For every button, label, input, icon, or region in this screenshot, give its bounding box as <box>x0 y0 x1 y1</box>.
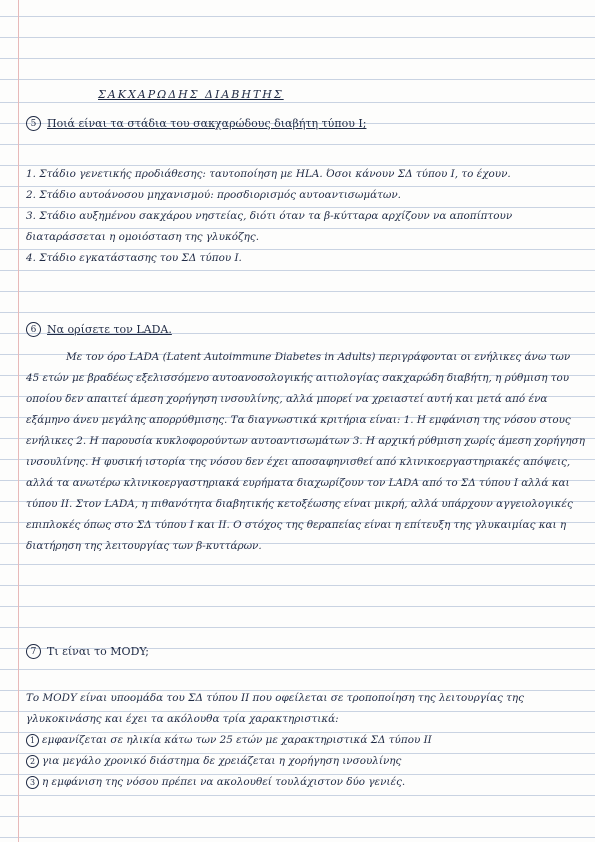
answer-intro: Το MODY είναι υποομάδα του ΣΔ τύπου II που οφείλεται σε τροποποίηση της λειτουργίας της γλυκοκινάσης και έχει τα ακόλουθα τρία χαρακτηριστικά: <box>26 692 524 725</box>
page-title: ΣΑΚΧΑΡΩΔΗΣ ΔΙΑΒΗΤΗΣ <box>98 88 284 101</box>
question-number: 6 <box>26 322 41 337</box>
question-text: Ποιά είναι τα στάδια του σακχαρώδους διαβήτη τύπου I; <box>47 117 367 130</box>
question-5 <box>26 116 586 131</box>
list-item: 2. Στάδιο αυτοάνοσου μηχανισμού: προσδιορισμός αυτοαντισωμάτων. <box>26 189 401 201</box>
list-item: 1. Στάδιο γενετικής προδιάθεσης: ταυτοποίηση με HLA. Όσοι κάνουν ΣΔ τύπου I, το έχουν. <box>26 168 511 180</box>
margin-line <box>18 0 19 842</box>
list-item <box>26 751 586 772</box>
question-5-answer <box>26 164 586 269</box>
list-item <box>26 772 586 793</box>
question-5-heading <box>26 116 586 131</box>
question-6 <box>26 322 586 337</box>
item-number: 3 <box>26 776 39 789</box>
answer-paragraph: Με τον όρο LADA (Latent Autoimmune Diabetes in Adults) περιγράφονται οι ενήλικες άνω των 45 ετών με βραδέως εξελισσόμενο αυτοανοσολογικής αιτιολογίας σακχαρώδη διαβήτη, η ρύθμιση του οποίου δεν απαιτεί άμεση χορήγηση ινσουλίνης, αλλά μπορεί να χρειαστεί αυτή και μετά από ένα εξάμηνο άνευ μεγάλης απορρύθμισης. Τα διαγνωστικά κριτήρια είναι: 1. Η εμφάνιση της νόσου στους ενήλικες 2. Η παρουσία κυκλοφορούντων αυτοαντισωμάτων 3. Η αρχική ρύθμιση χωρίς άμεση χορήγηση ινσουλίνης. Η φυσική ιστορία της νόσου δεν έχει αποσαφηνισθεί από κλινικοεργαστηριακές απόψεις, αλλά τα ανωτέρω κλινικοεργαστηριακά ευρήματα διαχωρίζουν τον LADA από το ΣΔ τύπου I αλλά και τύπου II. Στον LADA, η πιθανότητα διαβητικής κετοξέωσης είναι μικρή, αλλά υπάρχουν αγγειολογικές επιπλοκές όπως στο ΣΔ τύπου I και II. Ο στόχος της θεραπείας είναι η επίτευξη της γλυκαιμίας και η διατήρηση της λειτουργίας των β-κυττάρων. <box>26 351 585 552</box>
question-number: 7 <box>26 644 41 659</box>
item-text: για μεγάλο χρονικό διάστημα δε χρειάζεται η χορήγηση ινσουλίνης <box>42 755 402 767</box>
question-7 <box>26 644 586 659</box>
list-item: 4. Στάδιο εγκατάστασης του ΣΔ τύπου I. <box>26 252 242 264</box>
question-text: Να ορίσετε τον LADA. <box>47 323 172 336</box>
question-7-answer <box>26 688 586 793</box>
item-text: εμφανίζεται σε ηλικία κάτω των 25 ετών με χαρακτηριστικά ΣΔ τύπου II <box>42 734 432 746</box>
item-number: 1 <box>26 734 39 747</box>
question-number: 5 <box>26 116 41 131</box>
question-6-answer <box>26 347 586 557</box>
list-item: 3. Στάδιο αυξημένου σακχάρου νηστείας, διότι όταν τα β-κύτταρα αρχίζουν να αποπίπτουν διαταράσσεται η ομοιόσταση της γλυκόζης. <box>26 210 513 243</box>
item-number: 2 <box>26 755 39 768</box>
item-text: η εμφάνιση της νόσου πρέπει να ακολουθεί τουλάχιστον δύο γενιές. <box>42 776 406 788</box>
question-6-heading <box>26 322 586 337</box>
list-item <box>26 730 586 751</box>
question-text: Τι είναι το MODY; <box>47 645 149 658</box>
question-7-heading <box>26 644 586 659</box>
